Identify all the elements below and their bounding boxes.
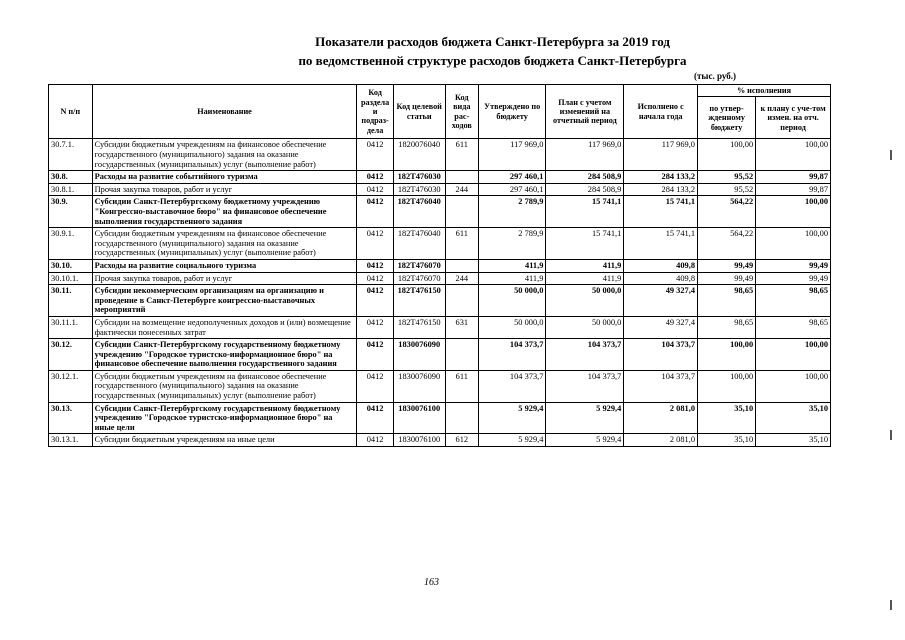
- row-target-code: 1820076040: [393, 139, 445, 171]
- row-pct-plan: 100,00: [756, 339, 831, 371]
- row-pct-plan: 99,87: [756, 183, 831, 196]
- row-pct-plan: 99,49: [756, 259, 831, 272]
- table-row: [49, 196, 831, 228]
- row-pct-plan: 99,49: [756, 272, 831, 285]
- row-pct-plan: 100,00: [756, 228, 831, 260]
- row-section-code: 0412: [357, 171, 393, 184]
- row-approved: 2 789,9: [478, 228, 546, 260]
- row-approved: 2 789,9: [478, 196, 546, 228]
- row-pct-plan: 98,65: [756, 285, 831, 317]
- row-kind-code: 631: [445, 316, 478, 338]
- row-plan: 284 508,9: [546, 171, 624, 184]
- row-target-code: 182Т476040: [393, 228, 445, 260]
- row-name: Субсидии на возмещение недополученных доходов и (или) возмещение фактически понесенных затрат: [92, 316, 357, 338]
- row-plan: 411,9: [546, 259, 624, 272]
- row-name: Субсидии бюджетным учреждениям на финансовое обеспечение государственного (муниципального) задания на оказание государственных (муниципальных) услуг (выполнение работ): [92, 370, 357, 402]
- row-number: 30.11.: [49, 285, 93, 317]
- table-row: [49, 171, 831, 184]
- row-pct-approved: 95,52: [698, 183, 756, 196]
- row-executed: 49 327,4: [624, 316, 698, 338]
- row-number: 30.7.1.: [49, 139, 93, 171]
- row-kind-code: [445, 339, 478, 371]
- row-number: 30.12.1.: [49, 370, 93, 402]
- row-kind-code: [445, 171, 478, 184]
- row-pct-approved: 100,00: [698, 339, 756, 371]
- row-section-code: 0412: [357, 139, 393, 171]
- row-plan: 50 000,0: [546, 316, 624, 338]
- row-pct-plan: 100,00: [756, 139, 831, 171]
- header-pct-plan: к плану с уче-том измен. на отч. период: [756, 97, 831, 139]
- table-header: [49, 85, 831, 139]
- row-number: 30.11.1.: [49, 316, 93, 338]
- row-section-code: 0412: [357, 402, 393, 434]
- header-approved: Утверждено по бюджету: [478, 85, 546, 139]
- header-name: Наименование: [92, 85, 357, 139]
- row-pct-approved: 99,49: [698, 259, 756, 272]
- row-pct-approved: 100,00: [698, 139, 756, 171]
- row-pct-approved: 95,52: [698, 171, 756, 184]
- row-executed: 409,8: [624, 259, 698, 272]
- table-row: [49, 272, 831, 285]
- row-kind-code: [445, 259, 478, 272]
- row-name: Прочая закупка товаров, работ и услуг: [92, 183, 357, 196]
- row-executed: 2 081,0: [624, 402, 698, 434]
- row-plan: 50 000,0: [546, 285, 624, 317]
- row-plan: 5 929,4: [546, 434, 624, 447]
- row-name: Субсидии бюджетным учреждениям на финансовое обеспечение государственного (муниципального) задания на оказание государственных (муниципальных) услуг (выполнение работ): [92, 139, 357, 171]
- row-name: Субсидии Санкт-Петербургскому бюджетному учреждению "Конгрессно-выставочное бюро" на финансовое обеспечение выполнения государственного задания: [92, 196, 357, 228]
- row-plan: 117 969,0: [546, 139, 624, 171]
- row-plan: 284 508,9: [546, 183, 624, 196]
- row-approved: 5 929,4: [478, 434, 546, 447]
- row-number: 30.12.: [49, 339, 93, 371]
- row-approved: 104 373,7: [478, 339, 546, 371]
- row-target-code: 182Т476070: [393, 272, 445, 285]
- row-name: Субсидии бюджетным учреждениям на иные цели: [92, 434, 357, 447]
- table-row: [49, 228, 831, 260]
- row-pct-approved: 564,22: [698, 196, 756, 228]
- header-section: Код раздела и подраз-дела: [357, 85, 393, 139]
- row-number: 30.9.: [49, 196, 93, 228]
- row-approved: 117 969,0: [478, 139, 546, 171]
- header-executed: Исполнено с начала года: [624, 85, 698, 139]
- row-executed: 104 373,7: [624, 339, 698, 371]
- row-executed: 15 741,1: [624, 196, 698, 228]
- row-section-code: 0412: [357, 272, 393, 285]
- row-name: Субсидии Санкт-Петербургскому государственному бюджетному учреждению "Городское туристско-информационное бюро" на иные цели: [92, 402, 357, 434]
- row-kind-code: 611: [445, 139, 478, 171]
- row-executed: 284 133,2: [624, 171, 698, 184]
- row-approved: 50 000,0: [478, 316, 546, 338]
- row-pct-plan: 98,65: [756, 316, 831, 338]
- row-kind-code: [445, 285, 478, 317]
- row-plan: 15 741,1: [546, 196, 624, 228]
- row-number: 30.10.1.: [49, 272, 93, 285]
- row-section-code: 0412: [357, 434, 393, 447]
- row-pct-approved: 35,10: [698, 402, 756, 434]
- table-row: [49, 285, 831, 317]
- row-target-code: 182Т476040: [393, 196, 445, 228]
- header-kind: Код вида рас-ходов: [445, 85, 478, 139]
- row-plan: 5 929,4: [546, 402, 624, 434]
- row-section-code: 0412: [357, 370, 393, 402]
- row-section-code: 0412: [357, 285, 393, 317]
- row-target-code: 182Т476030: [393, 171, 445, 184]
- edge-mark: [890, 150, 892, 160]
- table-row: [49, 183, 831, 196]
- row-executed: 104 373,7: [624, 370, 698, 402]
- row-kind-code: 244: [445, 183, 478, 196]
- row-plan: 104 373,7: [546, 339, 624, 371]
- row-target-code: 182Т476150: [393, 285, 445, 317]
- table-row: [49, 370, 831, 402]
- header-percent-group: % исполнения: [698, 85, 831, 97]
- row-plan: 411,9: [546, 272, 624, 285]
- row-target-code: 1830076090: [393, 370, 445, 402]
- row-pct-approved: 98,65: [698, 285, 756, 317]
- row-section-code: 0412: [357, 183, 393, 196]
- row-target-code: 1830076090: [393, 339, 445, 371]
- edge-mark: [890, 600, 892, 610]
- row-pct-approved: 35,10: [698, 434, 756, 447]
- row-target-code: 182Т476150: [393, 316, 445, 338]
- row-number: 30.10.: [49, 259, 93, 272]
- row-executed: 409,8: [624, 272, 698, 285]
- row-executed: 284 133,2: [624, 183, 698, 196]
- expenses-table: [48, 84, 831, 447]
- header-plan: План с учетом изменений на отчетный период: [546, 85, 624, 139]
- row-kind-code: [445, 402, 478, 434]
- row-pct-approved: 564,22: [698, 228, 756, 260]
- document-title-line-1: Показатели расходов бюджета Санкт-Петербурга за 2019 год: [315, 34, 670, 49]
- row-approved: 411,9: [478, 272, 546, 285]
- row-approved: 104 373,7: [478, 370, 546, 402]
- row-number: 30.8.: [49, 171, 93, 184]
- row-target-code: 1830076100: [393, 434, 445, 447]
- units-label: (тыс. руб.): [694, 71, 736, 81]
- table-body: [49, 139, 831, 447]
- edge-mark: [890, 430, 892, 440]
- table-row: [49, 139, 831, 171]
- row-number: 30.13.: [49, 402, 93, 434]
- row-plan: 104 373,7: [546, 370, 624, 402]
- row-pct-plan: 100,00: [756, 196, 831, 228]
- row-name: Расходы на развитие событийного туризма: [92, 171, 357, 184]
- row-kind-code: [445, 196, 478, 228]
- row-pct-plan: 99,87: [756, 171, 831, 184]
- row-pct-approved: 100,00: [698, 370, 756, 402]
- row-name: Субсидии бюджетным учреждениям на финансовое обеспечение государственного (муниципального) задания на оказание государственных (муниципальных) услуг (выполнение работ): [92, 228, 357, 260]
- page-number: 163: [424, 577, 439, 588]
- table-row: [49, 434, 831, 447]
- table-row: [49, 402, 831, 434]
- row-kind-code: 611: [445, 228, 478, 260]
- row-pct-approved: 98,65: [698, 316, 756, 338]
- row-pct-approved: 99,49: [698, 272, 756, 285]
- row-section-code: 0412: [357, 228, 393, 260]
- row-approved: 50 000,0: [478, 285, 546, 317]
- row-approved: 297 460,1: [478, 171, 546, 184]
- row-name: Расходы на развитие социального туризма: [92, 259, 357, 272]
- row-number: 30.9.1.: [49, 228, 93, 260]
- row-section-code: 0412: [357, 259, 393, 272]
- row-target-code: 182Т476070: [393, 259, 445, 272]
- table-row: [49, 259, 831, 272]
- row-name: Субсидии некоммерческим организациям на организацию и проведение в Санкт-Петербурге конгрессно-выставочных мероприятий: [92, 285, 357, 317]
- row-number: 30.8.1.: [49, 183, 93, 196]
- header-target: Код целевой статьи: [393, 85, 445, 139]
- row-kind-code: 611: [445, 370, 478, 402]
- table-row: [49, 339, 831, 371]
- header-num: N п/п: [49, 85, 93, 139]
- document-title-line-2: по ведомственной структуре расходов бюджета Санкт-Петербурга: [298, 53, 687, 68]
- row-pct-plan: 35,10: [756, 402, 831, 434]
- row-number: 30.13.1.: [49, 434, 93, 447]
- row-section-code: 0412: [357, 339, 393, 371]
- row-approved: 297 460,1: [478, 183, 546, 196]
- row-executed: 2 081,0: [624, 434, 698, 447]
- row-kind-code: 612: [445, 434, 478, 447]
- row-target-code: 1830076100: [393, 402, 445, 434]
- row-name: Прочая закупка товаров, работ и услуг: [92, 272, 357, 285]
- row-section-code: 0412: [357, 316, 393, 338]
- row-kind-code: 244: [445, 272, 478, 285]
- row-target-code: 182Т476030: [393, 183, 445, 196]
- row-executed: 15 741,1: [624, 228, 698, 260]
- row-plan: 15 741,1: [546, 228, 624, 260]
- row-approved: 5 929,4: [478, 402, 546, 434]
- row-section-code: 0412: [357, 196, 393, 228]
- table-row: [49, 316, 831, 338]
- header-pct-approved: по утвер-жденному бюджету: [698, 97, 756, 139]
- row-executed: 49 327,4: [624, 285, 698, 317]
- row-pct-plan: 100,00: [756, 370, 831, 402]
- row-name: Субсидии Санкт-Петербургскому государственному бюджетному учреждению "Городское туристско-информационное бюро" на финансовое обеспечение выполнения государственного задания: [92, 339, 357, 371]
- row-executed: 117 969,0: [624, 139, 698, 171]
- row-pct-plan: 35,10: [756, 434, 831, 447]
- row-approved: 411,9: [478, 259, 546, 272]
